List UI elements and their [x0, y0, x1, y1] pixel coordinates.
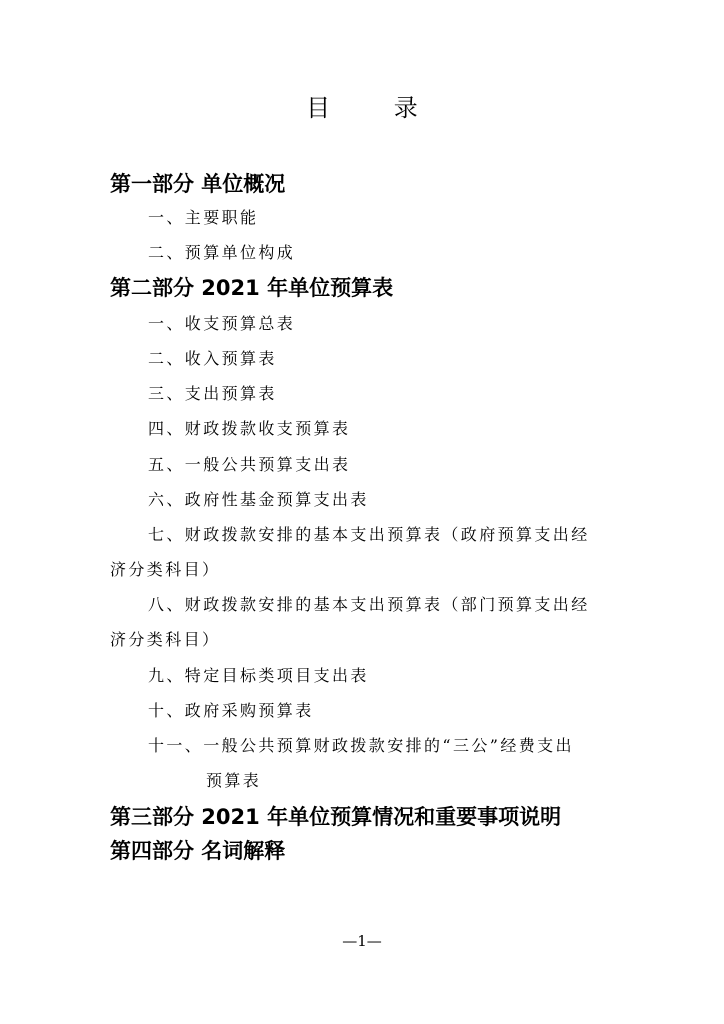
toc-part-2: 第二部分 2021 年单位预算表: [110, 276, 394, 300]
toc-item: 七、财政拨款安排的基本支出预算表（政府预算支出经: [148, 525, 590, 544]
toc-item: 一、主要职能: [148, 208, 259, 227]
toc-item: 一、收支预算总表: [148, 314, 296, 333]
toc-item: 四、财政拨款收支预算表: [148, 419, 351, 438]
toc-item-continuation: 济分类科目）: [110, 560, 221, 579]
toc-item: 八、财政拨款安排的基本支出预算表（部门预算支出经: [148, 595, 590, 614]
page-number: —1—: [342, 932, 382, 950]
toc-item: 十、政府采购预算表: [148, 701, 314, 720]
toc-part-1: 第一部分 单位概况: [110, 172, 286, 196]
toc-item: 十一、一般公共预算财政拨款安排的“三公”经费支出: [148, 736, 574, 755]
toc-item-continuation: 济分类科目）: [110, 630, 221, 649]
page-title: 目 录: [306, 94, 446, 122]
toc-item: 五、一般公共预算支出表: [148, 455, 351, 474]
toc-item-continuation: 预算表: [206, 771, 262, 790]
toc-item: 二、预算单位构成: [148, 243, 296, 262]
toc-item: 六、政府性基金预算支出表: [148, 490, 369, 509]
toc-item: 二、收入预算表: [148, 349, 277, 368]
toc-item: 九、特定目标类项目支出表: [148, 666, 369, 685]
toc-item: 三、支出预算表: [148, 384, 277, 403]
toc-part-3: 第三部分 2021 年单位预算情况和重要事项说明: [110, 805, 562, 829]
toc-part-4: 第四部分 名词解释: [110, 839, 286, 863]
